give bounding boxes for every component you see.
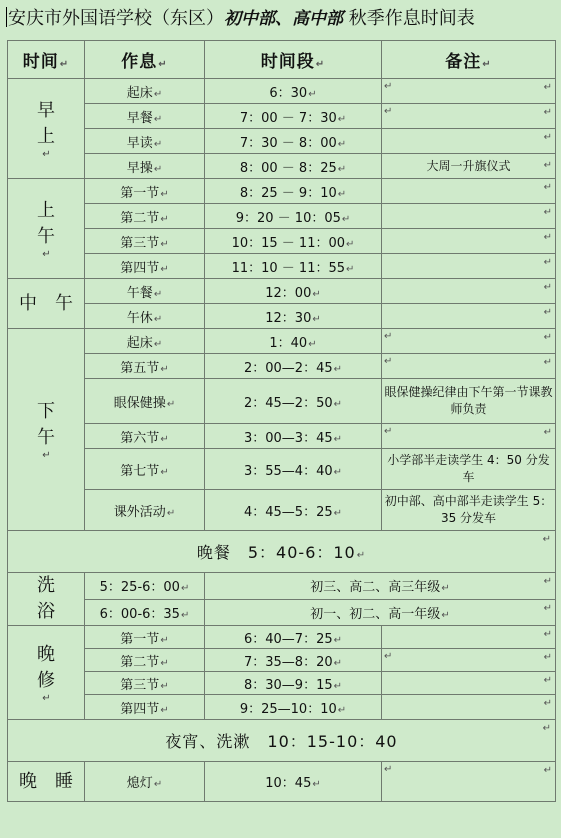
table-row [8, 573, 556, 600]
time-cell: 8：25 － 9：10↵ [205, 179, 382, 204]
table-row [8, 695, 556, 720]
time-cell: 6：30↵ [205, 79, 382, 104]
snack-row: 夜宵、洗漱 10：15-10：40 ↵ [8, 720, 556, 762]
time-cell: 1：40↵ [205, 329, 382, 354]
header-row [8, 41, 556, 79]
activity-cell: 早餐↵ [85, 104, 205, 129]
title-emphasis: 初中部、高中部 [224, 9, 343, 29]
dinner-row: 晚餐 5：40-6：10↵ ↵ [8, 531, 556, 573]
group-morning: 早 上 ↵ [8, 79, 85, 179]
note-cell: ↵ ↵ [382, 649, 556, 672]
time-cell: 4：45—5：25↵ [205, 490, 382, 531]
note-cell: ↵ ↵ [382, 354, 556, 379]
note-cell: 大周一升旗仪式 ↵ [382, 154, 556, 179]
time-cell: 12：30↵ [205, 304, 382, 329]
note-cell: ↵ [382, 129, 556, 154]
note-cell: ↵ ↵ [382, 762, 556, 802]
group-noon: 中 午 [8, 279, 85, 329]
table-row [8, 672, 556, 695]
activity-cell: 早操↵ [85, 154, 205, 179]
group-afternoon: 下 午 ↵ [8, 329, 85, 531]
activity-cell: 第六节↵ [85, 424, 205, 449]
table-row [8, 354, 556, 379]
time-cell: 12：00↵ [205, 279, 382, 304]
time-cell: 7：30 － 8：00↵ [205, 129, 382, 154]
activity-cell: 午餐↵ [85, 279, 205, 304]
activity-cell: 起床↵ [85, 329, 205, 354]
table-row [8, 154, 556, 179]
time-cell: 9：20 － 10：05↵ [205, 204, 382, 229]
note-cell: ↵ [382, 204, 556, 229]
note-cell: ↵ ↵ [382, 79, 556, 104]
activity-cell: 第四节↵ [85, 695, 205, 720]
activity-cell: 午休↵ [85, 304, 205, 329]
table-row [8, 424, 556, 449]
activity-cell: 起床↵ [85, 79, 205, 104]
title-suffix: 秋季作息时间表 [343, 8, 475, 29]
table-row [8, 104, 556, 129]
note-cell: ↵ [382, 672, 556, 695]
time-cell: 11：10 － 11：55↵ [205, 254, 382, 279]
time-cell: 3：55—4：40↵ [205, 449, 382, 490]
note-cell: ↵ [382, 304, 556, 329]
table-row [8, 490, 556, 531]
note-cell: ↵ ↵ [382, 424, 556, 449]
time-cell: 7：35—8：20↵ [205, 649, 382, 672]
note-cell: ↵ [382, 179, 556, 204]
activity-cell: 第二节↵ [85, 204, 205, 229]
time-cell: 10：15 － 11：00↵ [205, 229, 382, 254]
time-cell: 2：00—2：45↵ [205, 354, 382, 379]
title-prefix: 安庆市外国语学校（东区） [8, 8, 224, 29]
activity-cell: 第二节↵ [85, 649, 205, 672]
time-cell: 9：25—10：10↵ [205, 695, 382, 720]
activity-cell: 熄灯↵ [85, 762, 205, 802]
grades-cell: 初一、初二、高一年级↵ ↵ [205, 599, 556, 626]
activity-cell: 第一节↵ [85, 626, 205, 649]
table-row [8, 599, 556, 626]
table-row [8, 531, 556, 573]
time-cell: 2：45—2：50↵ [205, 379, 382, 424]
table-row [8, 204, 556, 229]
activity-cell: 第三节↵ [85, 229, 205, 254]
time-cell: 6：00-6：35↵ [85, 599, 205, 626]
activity-cell: 第五节↵ [85, 354, 205, 379]
note-cell: 眼保健操纪律由下午第一节课教师负责 [382, 379, 556, 424]
note-cell: ↵ [382, 279, 556, 304]
activity-cell: 第三节↵ [85, 672, 205, 695]
note-cell: ↵ ↵ [382, 329, 556, 354]
group-night: 晚 睡 [8, 762, 85, 802]
time-cell: 8：00 － 8：25↵ [205, 154, 382, 179]
table-row [8, 720, 556, 762]
note-cell: 小学部半走读学生 4：50 分发车 [382, 449, 556, 490]
table-row [8, 762, 556, 802]
note-cell: ↵ ↵ [382, 104, 556, 129]
table-row [8, 649, 556, 672]
note-cell: ↵ [382, 626, 556, 649]
header-time: 时间↵ [8, 41, 85, 79]
time-cell: 10：45↵ [205, 762, 382, 802]
grades-cell: 初三、高二、高三年级↵ ↵ [205, 573, 556, 600]
text-cursor [6, 7, 7, 27]
time-cell: 6：40—7：25↵ [205, 626, 382, 649]
table-row [8, 279, 556, 304]
header-period: 时间段↵ [205, 41, 382, 79]
note-cell: ↵ [382, 229, 556, 254]
table-row [8, 379, 556, 424]
time-cell: 3：00—3：45↵ [205, 424, 382, 449]
note-cell: 初中部、高中部半走读学生 5：35 分发车 [382, 490, 556, 531]
header-notes: 备注↵ [382, 41, 556, 79]
schedule-table [7, 40, 556, 802]
activity-cell: 眼保健操↵ [85, 379, 205, 424]
activity-cell: 第一节↵ [85, 179, 205, 204]
table-row [8, 254, 556, 279]
time-cell: 5：25-6：00↵ [85, 573, 205, 600]
group-forenoon: 上 午 ↵ [8, 179, 85, 279]
table-row [8, 179, 556, 204]
activity-cell: 早读↵ [85, 129, 205, 154]
note-cell: ↵ [382, 695, 556, 720]
activity-cell: 第四节↵ [85, 254, 205, 279]
document-title [6, 4, 556, 34]
group-bath: 洗 浴 [8, 573, 85, 626]
table-row [8, 129, 556, 154]
table-row [8, 229, 556, 254]
activity-cell: 第七节↵ [85, 449, 205, 490]
table-row [8, 329, 556, 354]
activity-cell: 课外活动↵ [85, 490, 205, 531]
time-cell: 8：30—9：15↵ [205, 672, 382, 695]
note-cell: ↵ [382, 254, 556, 279]
time-cell: 7：00 － 7：30↵ [205, 104, 382, 129]
group-evening-study: 晚 修 ↵ [8, 626, 85, 720]
header-activity: 作息↵ [85, 41, 205, 79]
table-row [8, 79, 556, 104]
table-row [8, 449, 556, 490]
table-row [8, 626, 556, 649]
table-row [8, 304, 556, 329]
